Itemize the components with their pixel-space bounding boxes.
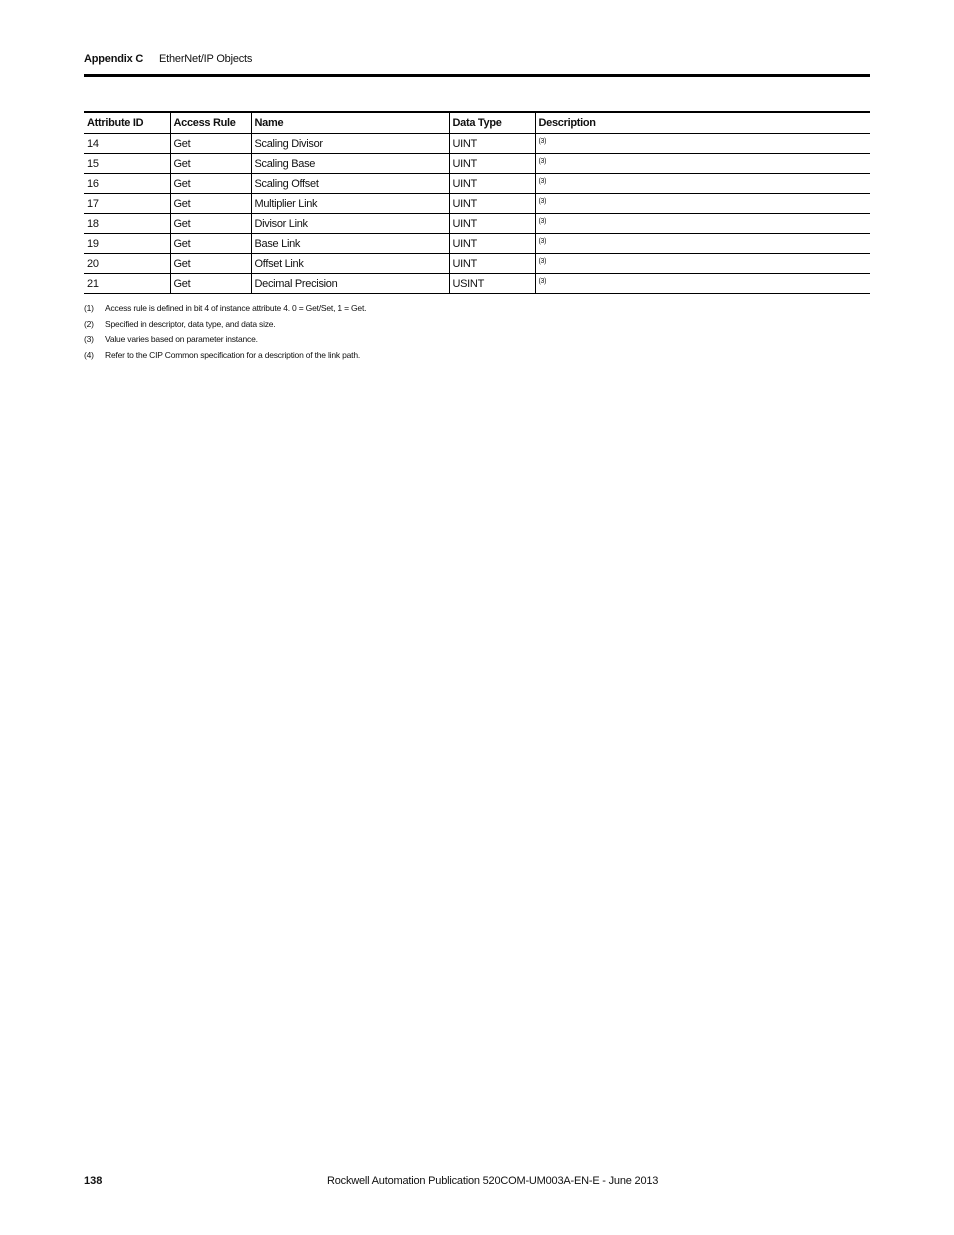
table-row <box>84 214 870 234</box>
footnote-item <box>84 333 870 349</box>
column-header-description: Description <box>535 112 870 134</box>
cell-attribute-id: 14 <box>84 134 170 154</box>
cell-attribute-id: 16 <box>84 174 170 194</box>
footnote-reference: (3) <box>538 178 547 185</box>
footnote-reference: (3) <box>538 278 547 285</box>
footnote-number: (3) <box>84 334 94 344</box>
cell-access-rule: Get <box>170 194 251 214</box>
footnote-text: Specified in descriptor, data type, and data size. <box>105 318 276 329</box>
cell-data-type: UINT <box>449 194 535 214</box>
table-header-row <box>84 112 870 134</box>
cell-name: Multiplier Link <box>251 194 449 214</box>
footnote-item <box>84 349 870 365</box>
page-number: 138 <box>84 1175 103 1187</box>
cell-description <box>535 194 870 214</box>
cell-access-rule: Get <box>170 134 251 154</box>
cell-data-type: UINT <box>449 234 535 254</box>
footnotes <box>84 302 870 364</box>
footnote-text: Value varies based on parameter instance. <box>105 334 258 344</box>
cell-attribute-id: 21 <box>84 274 170 294</box>
table-row <box>84 154 870 174</box>
cell-access-rule: Get <box>170 154 251 174</box>
cell-name: Divisor Link <box>251 214 449 234</box>
table-row <box>84 234 870 254</box>
footnote-reference: (3) <box>538 218 547 225</box>
footnote-reference: (3) <box>538 158 547 165</box>
page-header <box>84 53 870 77</box>
table-row <box>84 254 870 274</box>
cell-description <box>535 234 870 254</box>
column-header-data-type: Data Type <box>449 112 535 134</box>
footnote-item <box>84 318 870 334</box>
cell-data-type: UINT <box>449 154 535 174</box>
cell-data-type: UINT <box>449 134 535 154</box>
cell-description <box>535 254 870 274</box>
cell-data-type: UINT <box>449 174 535 194</box>
cell-access-rule: Get <box>170 214 251 234</box>
section-title: EtherNet/IP Objects <box>159 53 253 65</box>
column-header-name: Name <box>251 112 449 134</box>
footnote-reference: (3) <box>538 198 547 205</box>
table-row <box>84 274 870 294</box>
footnote-number: (1) <box>84 303 94 313</box>
cell-access-rule: Get <box>170 174 251 194</box>
appendix-label: Appendix C <box>84 53 144 65</box>
cell-access-rule: Get <box>170 274 251 294</box>
cell-description <box>535 174 870 194</box>
column-header-access-rule: Access Rule <box>170 112 251 134</box>
footnote-number: (4) <box>84 349 94 360</box>
footnote-reference: (3) <box>538 138 547 145</box>
cell-attribute-id: 18 <box>84 214 170 234</box>
footnote-number: (2) <box>84 318 94 329</box>
footnote-item <box>84 302 870 318</box>
cell-name: Decimal Precision <box>251 274 449 294</box>
cell-access-rule: Get <box>170 234 251 254</box>
cell-description <box>535 134 870 154</box>
footnote-reference: (3) <box>538 238 547 245</box>
table-row <box>84 174 870 194</box>
publication-info: Rockwell Automation Publication 520COM-UM003A-EN-E - June 2013 <box>327 1175 659 1187</box>
cell-name: Scaling Base <box>251 154 449 174</box>
cell-name: Offset Link <box>251 254 449 274</box>
attribute-table <box>84 111 870 294</box>
cell-description <box>535 274 870 294</box>
cell-data-type: UINT <box>449 214 535 234</box>
column-header-attribute-id: Attribute ID <box>84 112 170 134</box>
cell-name: Scaling Offset <box>251 174 449 194</box>
cell-attribute-id: 20 <box>84 254 170 274</box>
cell-attribute-id: 17 <box>84 194 170 214</box>
cell-description <box>535 154 870 174</box>
footnote-reference: (3) <box>538 258 547 265</box>
cell-attribute-id: 15 <box>84 154 170 174</box>
cell-name: Scaling Divisor <box>251 134 449 154</box>
table-row <box>84 134 870 154</box>
cell-access-rule: Get <box>170 254 251 274</box>
table-row <box>84 194 870 214</box>
cell-data-type: UINT <box>449 254 535 274</box>
cell-description <box>535 214 870 234</box>
footnote-text: Refer to the CIP Common specification for a description of the link path. <box>105 349 361 360</box>
cell-name: Base Link <box>251 234 449 254</box>
cell-data-type: USINT <box>449 274 535 294</box>
footnote-text: Access rule is defined in bit 4 of instance attribute 4. 0 = Get/Set, 1 = Get. <box>105 303 367 313</box>
cell-attribute-id: 19 <box>84 234 170 254</box>
